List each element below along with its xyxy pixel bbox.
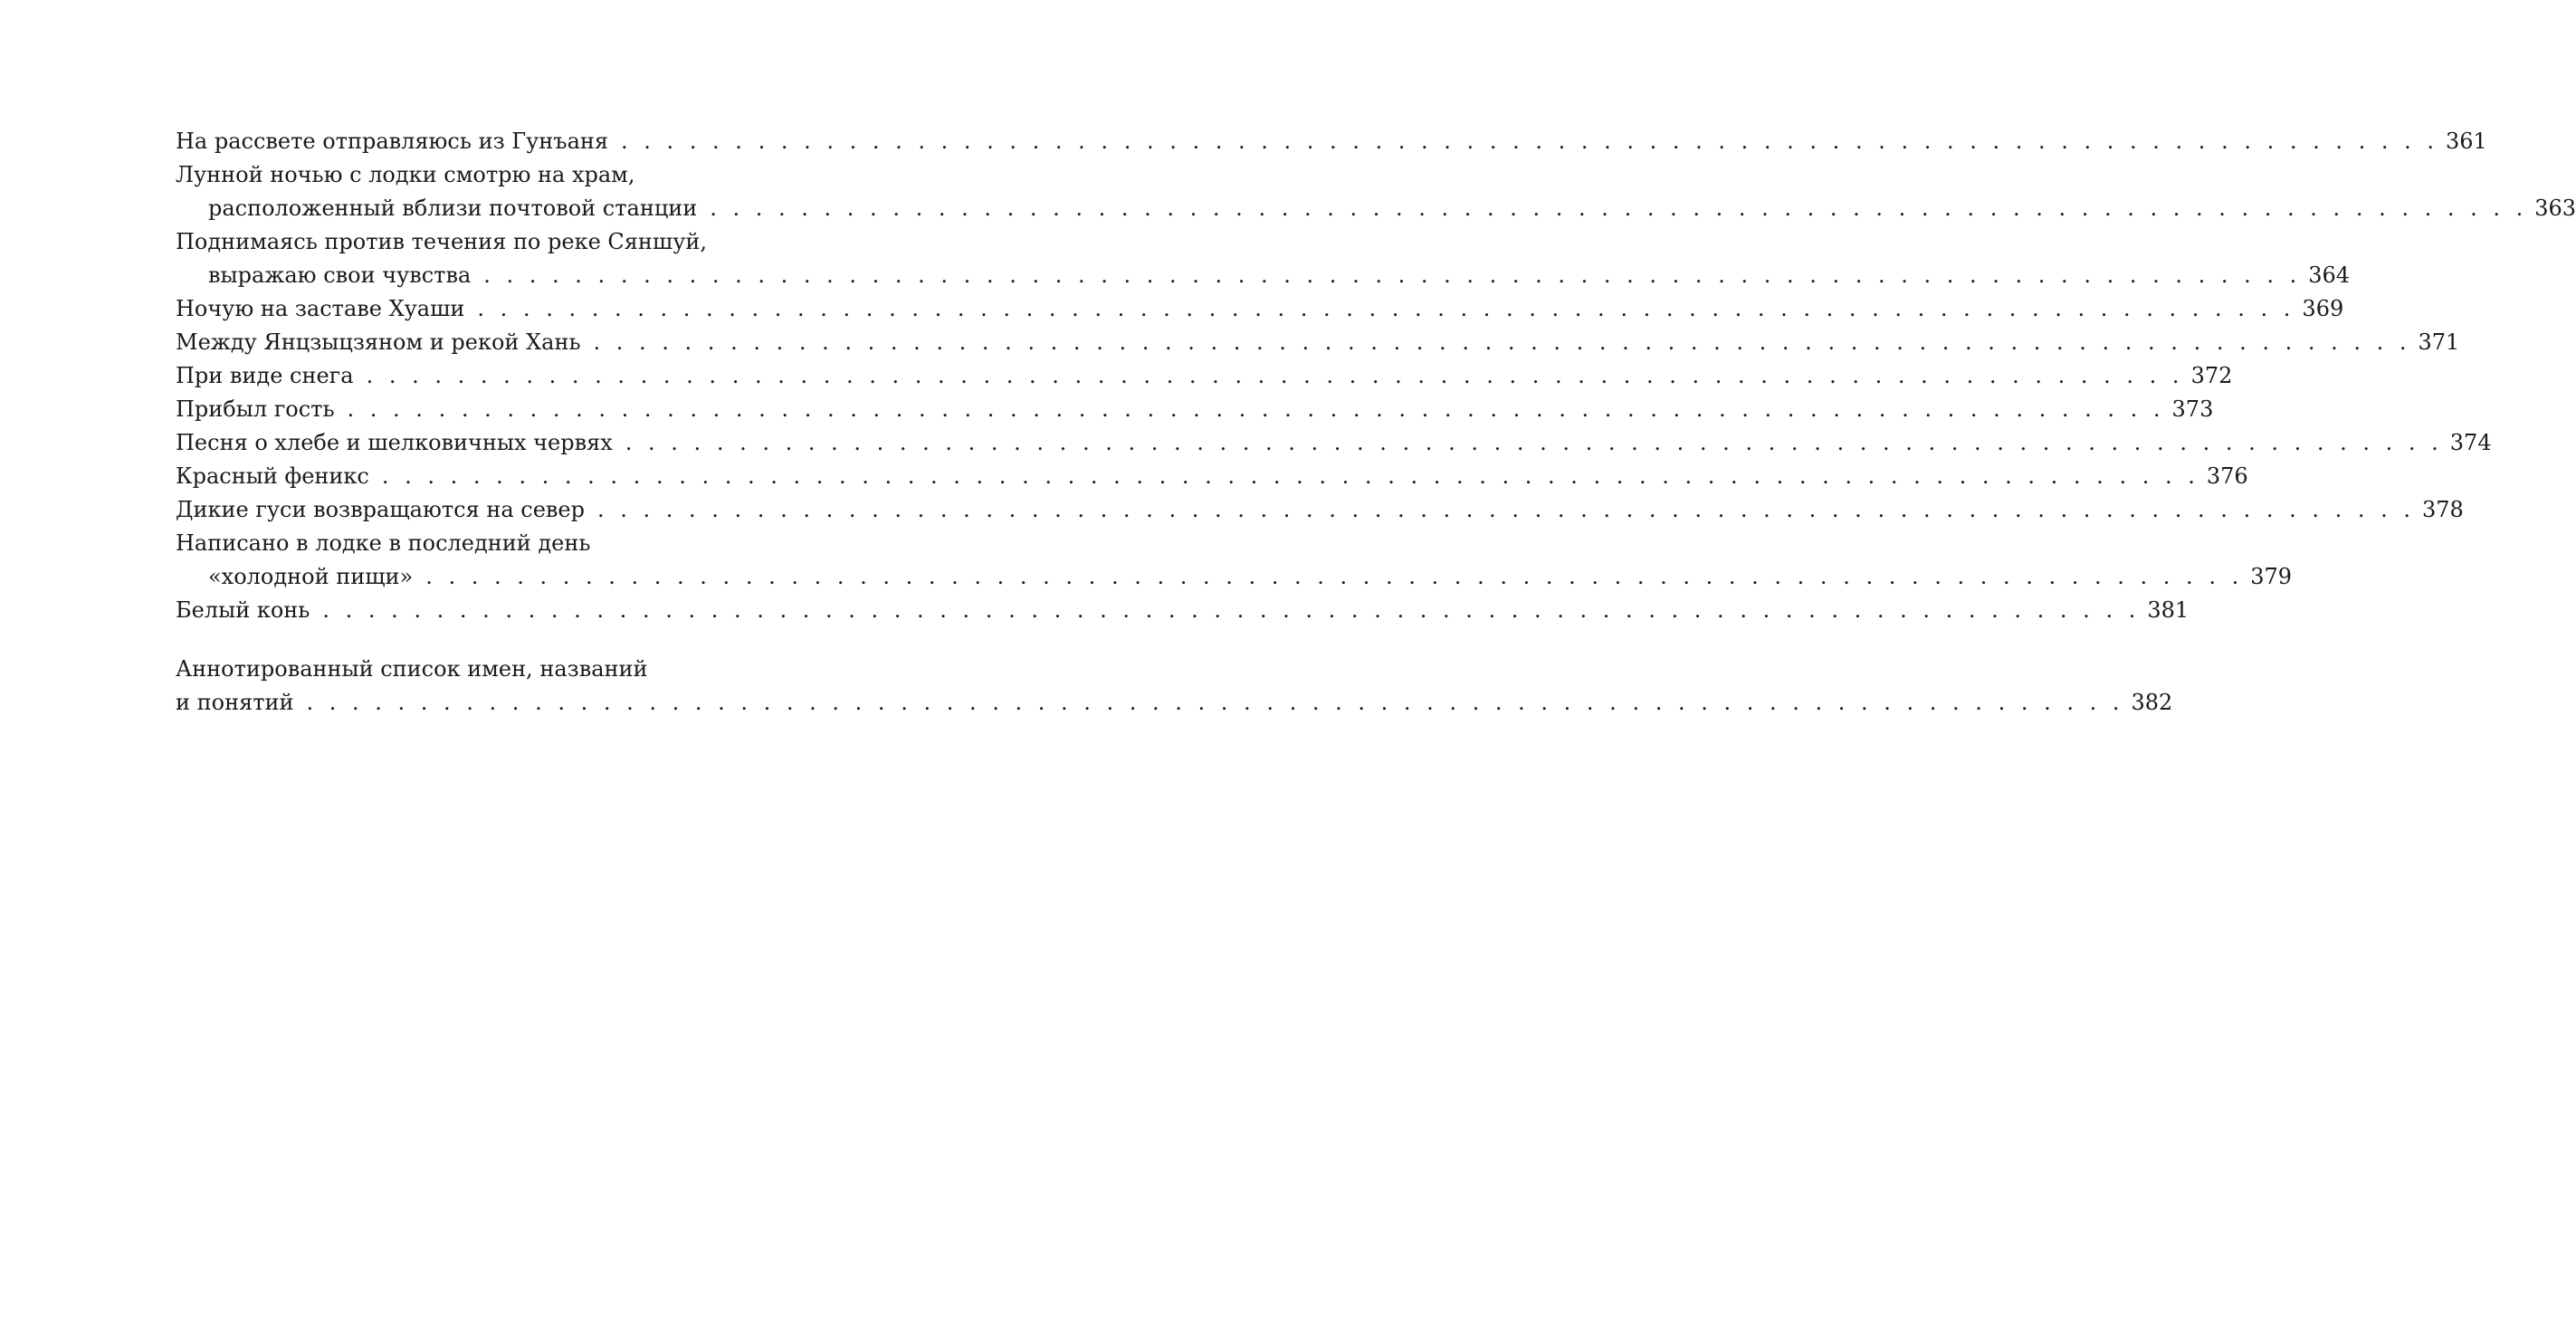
toc-entry-title: выражаю свои чувства xyxy=(208,262,472,288)
toc-page-number: 361 xyxy=(2446,129,2487,154)
toc-entry[interactable] xyxy=(176,225,2351,292)
toc-entry-title: расположенный вблизи почтовой станции xyxy=(208,196,698,221)
dot-leader: . . . . . . . . . . . . . . . . . . . . . . . . . . . . . . . . . . . . . . . . . . . . . . . . . . . . . . . . . . . . . . . . . . . . . . . . . . . . . . . . xyxy=(381,463,2199,489)
toc-entry-title: Поднимаясь против течения по реке Сяншуй, xyxy=(176,229,707,254)
toc-entry-line xyxy=(176,460,2248,493)
toc-entry[interactable] xyxy=(176,326,2460,359)
toc-entry[interactable] xyxy=(176,125,2487,158)
toc-page-number: 381 xyxy=(2147,597,2190,623)
toc-entry-title: «холодной пищи» xyxy=(208,564,414,589)
toc-entry-title: Аннотированный список имен, названий xyxy=(176,656,648,682)
toc-entry-line xyxy=(176,560,2293,594)
dot-leader: . . . . . . . . . . . . . . . . . . . . . . . . . . . . . . . . . . . . . . . . . . . . . . . . . . . . . . . . . . . . . . . . . . . . . . . . . . . . . . . . xyxy=(347,396,2165,422)
toc-entry-line xyxy=(176,594,2190,627)
dot-leader: . . . . . . . . . . . . . . . . . . . . . . . . . . . . . . . . . . . . . . . . . . . . . . . . . . . . . . . . . . . . . . . . . . . . . . . . . . . . . . . . xyxy=(593,329,2411,355)
toc-appendix-entry[interactable] xyxy=(176,653,2173,720)
dot-leader: . . . . . . . . . . . . . . . . . . . . . . . . . . . . . . . . . . . . . . . . . . . . . . . . . . . . . . . . . . . . . . . . . . . . . . . . . . . . . . . . xyxy=(477,296,2295,321)
toc-entry-title: Написано в лодке в последний день xyxy=(176,530,591,556)
dot-leader: . . . . . . . . . . . . . . . . . . . . . . . . . . . . . . . . . . . . . . . . . . . . . . . . . . . . . . . . . . . . . . . . . . . . . . . . . . . . . . . . xyxy=(621,129,2439,154)
toc-entry-line xyxy=(176,125,2487,158)
toc-entry-title: Прибыл гость xyxy=(176,396,335,422)
toc-entry[interactable] xyxy=(176,426,2492,460)
dot-leader: . . . . . . . . . . . . . . . . . . . . . . . . . . . . . . . . . . . . . . . . . . . . . . . . . . . . . . . . . . . . . . . . . . . . . . . . . . . . . . . . xyxy=(483,262,2302,288)
toc-entry[interactable] xyxy=(176,359,2233,393)
toc-entry[interactable] xyxy=(176,393,2214,426)
toc-page-number: 372 xyxy=(2190,363,2233,388)
toc-page-number: 373 xyxy=(2171,396,2214,422)
dot-leader: . . . . . . . . . . . . . . . . . . . . . . . . . . . . . . . . . . . . . . . . . . . . . . . . . . . . . . . . . . . . . . . . . . . . . . . . . . . . . . . . xyxy=(625,430,2443,455)
dot-leader: . . . . . . . . . . . . . . . . . . . . . . . . . . . . . . . . . . . . . . . . . . . . . . . . . . . . . . . . . . . . . . . . . . . . . . . . . . . . . . . . xyxy=(425,564,2244,589)
toc-entry-title: Дикие гуси возвращаются на север xyxy=(176,497,585,522)
toc-entry[interactable] xyxy=(176,158,2576,225)
toc-entry-title: Красный феникс xyxy=(176,463,369,489)
section-spacer xyxy=(176,627,809,653)
toc-entry-line xyxy=(176,326,2460,359)
toc-entry-title: Белый конь xyxy=(176,597,310,623)
toc-entry-title: Между Янцзыцзяном и рекой Хань xyxy=(176,329,581,355)
toc-entry-title: На рассвете отправляюсь из Гунъаня xyxy=(176,129,609,154)
dot-leader: . . . . . . . . . . . . . . . . . . . . . . . . . . . . . . . . . . . . . . . . . . . . . . . . . . . . . . . . . . . . . . . . . . . . . . . . . . . . . . . . xyxy=(306,690,2124,715)
toc-entry-line xyxy=(176,359,2233,393)
toc-entry[interactable] xyxy=(176,460,2248,493)
dot-leader: . . . . . . . . . . . . . . . . . . . . . . . . . . . . . . . . . . . . . . . . . . . . . . . . . . . . . . . . . . . . . . . . . . . . . . . . . . . . . . . . xyxy=(322,597,2141,623)
toc-entry-line xyxy=(176,259,2351,292)
toc-entry-line xyxy=(176,426,2492,460)
toc-entry-title: Ночую на заставе Хуаши xyxy=(176,296,465,321)
toc-entry[interactable] xyxy=(176,292,2344,326)
toc-entry-line xyxy=(176,292,2344,326)
toc-page-number: 371 xyxy=(2418,329,2460,355)
toc-entry-title: Песня о хлебе и шелковичных червях xyxy=(176,430,613,455)
table-of-contents xyxy=(176,125,2576,720)
dot-leader: . . . . . . . . . . . . . . . . . . . . . . . . . . . . . . . . . . . . . . . . . . . . . . . . . . . . . . . . . . . . . . . . . . . . . . . . . . . . . . . . xyxy=(710,196,2528,221)
dot-leader: . . . . . . . . . . . . . . . . . . . . . . . . . . . . . . . . . . . . . . . . . . . . . . . . . . . . . . . . . . . . . . . . . . . . . . . . . . . . . . . . xyxy=(366,363,2184,388)
toc-page-number: 378 xyxy=(2422,497,2464,522)
toc-page-number: 382 xyxy=(2131,690,2173,715)
toc-entry-line xyxy=(176,493,2464,527)
toc-entry-title: Лунной ночью с лодки смотрю на храм, xyxy=(176,162,635,187)
toc-page-number: 369 xyxy=(2302,296,2344,321)
toc-entry-line xyxy=(176,393,2214,426)
toc-entry-title: и понятий xyxy=(176,690,294,715)
toc-page-number: 376 xyxy=(2206,463,2248,489)
toc-entry[interactable] xyxy=(176,493,2464,527)
toc-page-number: 379 xyxy=(2250,564,2293,589)
toc-entry-line xyxy=(176,686,2173,720)
toc-page-number: 374 xyxy=(2449,430,2492,455)
toc-entry[interactable] xyxy=(176,594,2190,627)
toc-entry-line xyxy=(176,192,2576,225)
toc-page-number: 363 xyxy=(2534,196,2576,221)
dot-leader: . . . . . . . . . . . . . . . . . . . . . . . . . . . . . . . . . . . . . . . . . . . . . . . . . . . . . . . . . . . . . . . . . . . . . . . . . . . . . . . . xyxy=(597,497,2415,522)
toc-page-number: 364 xyxy=(2308,262,2351,288)
toc-entry[interactable] xyxy=(176,527,2293,594)
toc-entry-title: При виде снега xyxy=(176,363,354,388)
